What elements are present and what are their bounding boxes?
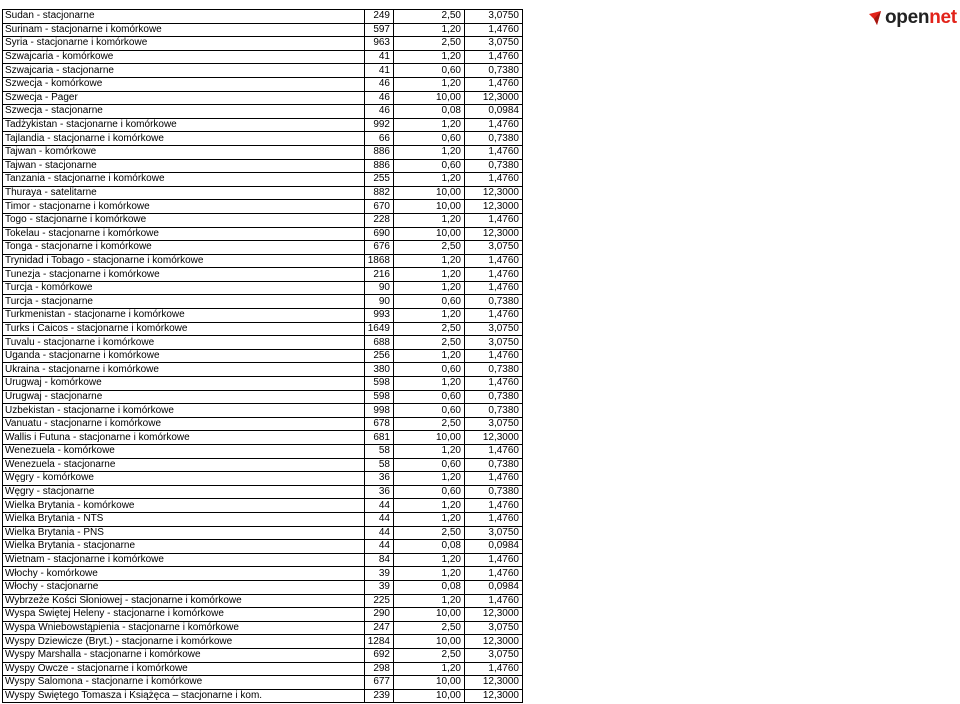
price-gross-cell: 1,4760	[465, 268, 523, 282]
destination-cell: Wielka Brytania - stacjonarne	[3, 540, 365, 554]
price-net-cell: 10,00	[394, 200, 465, 214]
table-row	[3, 458, 523, 472]
table-row	[3, 118, 523, 132]
destination-cell: Wyspy Dziewicze (Bryt.) - stacjonarne i komórkowe	[3, 635, 365, 649]
table-row	[3, 621, 523, 635]
price-net-cell: 0,60	[394, 363, 465, 377]
table-row	[3, 254, 523, 268]
table-row	[3, 295, 523, 309]
code-cell: 46	[365, 105, 394, 119]
price-net-cell: 0,60	[394, 64, 465, 78]
destination-cell: Wielka Brytania - PNS	[3, 526, 365, 540]
price-net-cell: 1,20	[394, 50, 465, 64]
price-net-cell: 1,20	[394, 254, 465, 268]
code-cell: 681	[365, 431, 394, 445]
price-gross-cell: 1,4760	[465, 499, 523, 513]
price-net-cell: 2,50	[394, 526, 465, 540]
price-gross-cell: 1,4760	[465, 173, 523, 187]
price-gross-cell: 3,0750	[465, 648, 523, 662]
destination-cell: Turks i Caicos - stacjonarne i komórkowe	[3, 322, 365, 336]
code-cell: 46	[365, 91, 394, 105]
code-cell: 58	[365, 445, 394, 459]
price-net-cell: 1,20	[394, 281, 465, 295]
destination-cell: Tunezja - stacjonarne i komórkowe	[3, 268, 365, 282]
table-row	[3, 23, 523, 37]
opennet-logo-icon	[868, 10, 882, 26]
price-gross-cell: 1,4760	[465, 50, 523, 64]
price-net-cell: 2,50	[394, 648, 465, 662]
price-gross-cell: 12,3000	[465, 227, 523, 241]
destination-cell: Wietnam - stacjonarne i komórkowe	[3, 553, 365, 567]
price-net-cell: 2,50	[394, 322, 465, 336]
price-net-cell: 2,50	[394, 621, 465, 635]
destination-cell: Ukraina - stacjonarne i komórkowe	[3, 363, 365, 377]
price-gross-cell: 3,0750	[465, 526, 523, 540]
code-cell: 882	[365, 186, 394, 200]
price-net-cell: 0,60	[394, 295, 465, 309]
price-gross-cell: 1,4760	[465, 254, 523, 268]
table-row	[3, 567, 523, 581]
price-gross-cell: 1,4760	[465, 512, 523, 526]
code-cell: 886	[365, 159, 394, 173]
destination-cell: Trynidad i Tobago - stacjonarne i komórkowe	[3, 254, 365, 268]
price-gross-cell: 12,3000	[465, 635, 523, 649]
price-gross-cell: 12,3000	[465, 676, 523, 690]
code-cell: 676	[365, 241, 394, 255]
destination-cell: Wenezuela - komórkowe	[3, 445, 365, 459]
price-gross-cell: 0,7380	[465, 458, 523, 472]
destination-cell: Turcja - stacjonarne	[3, 295, 365, 309]
price-gross-cell: 1,4760	[465, 445, 523, 459]
price-gross-cell: 12,3000	[465, 608, 523, 622]
logo-text-net: net	[929, 7, 957, 28]
price-gross-cell: 1,4760	[465, 662, 523, 676]
table-row	[3, 268, 523, 282]
code-cell: 597	[365, 23, 394, 37]
price-net-cell: 1,20	[394, 118, 465, 132]
price-net-cell: 1,20	[394, 145, 465, 159]
code-cell: 992	[365, 118, 394, 132]
price-net-cell: 10,00	[394, 227, 465, 241]
price-gross-cell: 3,0750	[465, 322, 523, 336]
price-net-cell: 1,20	[394, 553, 465, 567]
destination-cell: Wybrzeże Kości Słoniowej - stacjonarne i komórkowe	[3, 594, 365, 608]
destination-cell: Tajwan - komórkowe	[3, 145, 365, 159]
price-gross-cell: 1,4760	[465, 594, 523, 608]
destination-cell: Turkmenistan - stacjonarne i komórkowe	[3, 309, 365, 323]
price-gross-cell: 0,7380	[465, 363, 523, 377]
destination-cell: Timor - stacjonarne i komórkowe	[3, 200, 365, 214]
table-row	[3, 91, 523, 105]
table-row	[3, 349, 523, 363]
table-row	[3, 404, 523, 418]
code-cell: 993	[365, 309, 394, 323]
price-gross-cell: 0,7380	[465, 132, 523, 146]
table-row	[3, 105, 523, 119]
code-cell: 692	[365, 648, 394, 662]
price-gross-cell: 0,7380	[465, 159, 523, 173]
table-row	[3, 485, 523, 499]
price-net-cell: 1,20	[394, 349, 465, 363]
table-row	[3, 37, 523, 51]
destination-cell: Włochy - komórkowe	[3, 567, 365, 581]
price-net-cell: 10,00	[394, 676, 465, 690]
destination-cell: Urugwaj - komórkowe	[3, 377, 365, 391]
logo-wordmark	[885, 7, 957, 29]
price-gross-cell: 3,0750	[465, 37, 523, 51]
code-cell: 44	[365, 540, 394, 554]
destination-cell: Wyspy Owcze - stacjonarne i komórkowe	[3, 662, 365, 676]
destination-cell: Tajlandia - stacjonarne i komórkowe	[3, 132, 365, 146]
code-cell: 36	[365, 485, 394, 499]
price-gross-cell: 1,4760	[465, 567, 523, 581]
code-cell: 598	[365, 377, 394, 391]
destination-cell: Wyspy Marshalla - stacjonarne i komórkowe	[3, 648, 365, 662]
code-cell: 998	[365, 404, 394, 418]
table-row	[3, 594, 523, 608]
destination-cell: Wallis i Futuna - stacjonarne i komórkowe	[3, 431, 365, 445]
price-net-cell: 10,00	[394, 91, 465, 105]
table-row	[3, 526, 523, 540]
price-net-cell: 10,00	[394, 186, 465, 200]
code-cell: 598	[365, 390, 394, 404]
destination-cell: Urugwaj - stacjonarne	[3, 390, 365, 404]
destination-cell: Wyspy Salomona - stacjonarne i komórkowe	[3, 676, 365, 690]
price-net-cell: 2,50	[394, 417, 465, 431]
price-gross-cell: 0,0984	[465, 580, 523, 594]
code-cell: 44	[365, 499, 394, 513]
destination-cell: Tonga - stacjonarne i komórkowe	[3, 241, 365, 255]
price-net-cell: 10,00	[394, 635, 465, 649]
price-gross-cell: 1,4760	[465, 349, 523, 363]
price-net-cell: 1,20	[394, 472, 465, 486]
price-gross-cell: 0,0984	[465, 105, 523, 119]
code-cell: 1868	[365, 254, 394, 268]
table-row	[3, 676, 523, 690]
destination-cell: Wenezuela - stacjonarne	[3, 458, 365, 472]
code-cell: 239	[365, 689, 394, 703]
code-cell: 380	[365, 363, 394, 377]
table-row	[3, 499, 523, 513]
code-cell: 44	[365, 512, 394, 526]
price-gross-cell: 12,3000	[465, 431, 523, 445]
price-net-cell: 1,20	[394, 23, 465, 37]
table-row	[3, 431, 523, 445]
price-net-cell: 0,60	[394, 485, 465, 499]
price-gross-cell: 12,3000	[465, 186, 523, 200]
code-cell: 66	[365, 132, 394, 146]
code-cell: 247	[365, 621, 394, 635]
price-net-cell: 1,20	[394, 445, 465, 459]
price-net-cell: 1,20	[394, 213, 465, 227]
price-gross-cell: 1,4760	[465, 472, 523, 486]
table-row	[3, 512, 523, 526]
price-net-cell: 0,60	[394, 404, 465, 418]
table-row	[3, 540, 523, 554]
code-cell: 256	[365, 349, 394, 363]
code-cell: 39	[365, 567, 394, 581]
table-row	[3, 77, 523, 91]
destination-cell: Turcja - komórkowe	[3, 281, 365, 295]
price-gross-cell: 1,4760	[465, 23, 523, 37]
table-row	[3, 213, 523, 227]
price-gross-cell: 1,4760	[465, 377, 523, 391]
destination-cell: Tokelau - stacjonarne i komórkowe	[3, 227, 365, 241]
price-gross-cell: 12,3000	[465, 689, 523, 703]
price-gross-cell: 1,4760	[465, 77, 523, 91]
price-gross-cell: 0,7380	[465, 390, 523, 404]
price-net-cell: 0,60	[394, 458, 465, 472]
code-cell: 678	[365, 417, 394, 431]
price-net-cell: 0,60	[394, 390, 465, 404]
price-net-cell: 1,20	[394, 268, 465, 282]
destination-cell: Surinam - stacjonarne i komórkowe	[3, 23, 365, 37]
price-net-cell: 1,20	[394, 377, 465, 391]
price-net-cell: 0,60	[394, 132, 465, 146]
code-cell: 677	[365, 676, 394, 690]
destination-cell: Uzbekistan - stacjonarne i komórkowe	[3, 404, 365, 418]
table-row	[3, 132, 523, 146]
destination-cell: Sudan - stacjonarne	[3, 10, 365, 24]
table-row	[3, 281, 523, 295]
code-cell: 225	[365, 594, 394, 608]
price-net-cell: 0,08	[394, 540, 465, 554]
price-net-cell: 1,20	[394, 499, 465, 513]
destination-cell: Togo - stacjonarne i komórkowe	[3, 213, 365, 227]
code-cell: 228	[365, 213, 394, 227]
price-net-cell: 1,20	[394, 173, 465, 187]
code-cell: 249	[365, 10, 394, 24]
code-cell: 690	[365, 227, 394, 241]
price-gross-cell: 3,0750	[465, 241, 523, 255]
price-net-cell: 2,50	[394, 336, 465, 350]
destination-cell: Wielka Brytania - komórkowe	[3, 499, 365, 513]
destination-cell: Włochy - stacjonarne	[3, 580, 365, 594]
price-gross-cell: 1,4760	[465, 145, 523, 159]
price-gross-cell: 0,7380	[465, 64, 523, 78]
price-gross-cell: 3,0750	[465, 336, 523, 350]
table-row	[3, 445, 523, 459]
destination-cell: Szwecja - Pager	[3, 91, 365, 105]
price-gross-cell: 1,4760	[465, 553, 523, 567]
price-net-cell: 10,00	[394, 431, 465, 445]
table-row	[3, 417, 523, 431]
destination-cell: Wyspy Świętego Tomasza i Książęca – stacjonarne i kom.	[3, 689, 365, 703]
table-row	[3, 689, 523, 703]
table-row	[3, 635, 523, 649]
table-row	[3, 322, 523, 336]
code-cell: 41	[365, 50, 394, 64]
table-row	[3, 309, 523, 323]
destination-cell: Thuraya - satelitarne	[3, 186, 365, 200]
price-gross-cell: 1,4760	[465, 281, 523, 295]
table-row	[3, 241, 523, 255]
table-row	[3, 377, 523, 391]
destination-cell: Tajwan - stacjonarne	[3, 159, 365, 173]
price-gross-cell: 1,4760	[465, 118, 523, 132]
price-net-cell: 1,20	[394, 77, 465, 91]
code-cell: 963	[365, 37, 394, 51]
price-net-cell: 2,50	[394, 241, 465, 255]
table-row	[3, 390, 523, 404]
destination-cell: Syria - stacjonarne i komórkowe	[3, 37, 365, 51]
table-row	[3, 50, 523, 64]
destination-cell: Tuvalu - stacjonarne i komórkowe	[3, 336, 365, 350]
destination-cell: Szwecja - stacjonarne	[3, 105, 365, 119]
destination-cell: Wyspa Świętej Heleny - stacjonarne i komórkowe	[3, 608, 365, 622]
code-cell: 298	[365, 662, 394, 676]
code-cell: 670	[365, 200, 394, 214]
price-gross-cell: 12,3000	[465, 91, 523, 105]
destination-cell: Szwajcaria - komórkowe	[3, 50, 365, 64]
price-gross-cell: 0,7380	[465, 404, 523, 418]
destination-cell: Węgry - stacjonarne	[3, 485, 365, 499]
code-cell: 58	[365, 458, 394, 472]
price-gross-cell: 3,0750	[465, 621, 523, 635]
logo-text-open: open	[885, 7, 930, 28]
code-cell: 90	[365, 281, 394, 295]
code-cell: 886	[365, 145, 394, 159]
code-cell: 36	[365, 472, 394, 486]
price-gross-cell: 3,0750	[465, 10, 523, 24]
price-gross-cell: 0,7380	[465, 295, 523, 309]
destination-cell: Uganda - stacjonarne i komórkowe	[3, 349, 365, 363]
destination-cell: Wielka Brytania - NTS	[3, 512, 365, 526]
price-net-cell: 2,50	[394, 10, 465, 24]
rate-table-body	[3, 10, 523, 703]
price-net-cell: 1,20	[394, 309, 465, 323]
price-gross-cell: 0,0984	[465, 540, 523, 554]
destination-cell: Szwecja - komórkowe	[3, 77, 365, 91]
table-row	[3, 608, 523, 622]
destination-cell: Wyspa Wniebowstąpienia - stacjonarne i komórkowe	[3, 621, 365, 635]
table-row	[3, 200, 523, 214]
table-row	[3, 580, 523, 594]
code-cell: 84	[365, 553, 394, 567]
table-row	[3, 662, 523, 676]
price-net-cell: 0,08	[394, 580, 465, 594]
price-net-cell: 1,20	[394, 594, 465, 608]
code-cell: 46	[365, 77, 394, 91]
price-net-cell: 2,50	[394, 37, 465, 51]
price-gross-cell: 0,7380	[465, 485, 523, 499]
destination-cell: Tanzania - stacjonarne i komórkowe	[3, 173, 365, 187]
code-cell: 688	[365, 336, 394, 350]
table-row	[3, 145, 523, 159]
price-net-cell: 10,00	[394, 608, 465, 622]
destination-cell: Szwajcaria - stacjonarne	[3, 64, 365, 78]
price-gross-cell: 3,0750	[465, 417, 523, 431]
table-row	[3, 363, 523, 377]
rate-table	[2, 9, 523, 703]
table-row	[3, 186, 523, 200]
price-gross-cell: 1,4760	[465, 213, 523, 227]
price-net-cell: 0,08	[394, 105, 465, 119]
code-cell: 90	[365, 295, 394, 309]
table-row	[3, 648, 523, 662]
price-net-cell: 0,60	[394, 159, 465, 173]
destination-cell: Vanuatu - stacjonarne i komórkowe	[3, 417, 365, 431]
opennet-logo	[868, 7, 957, 29]
table-row	[3, 159, 523, 173]
table-row	[3, 64, 523, 78]
code-cell: 41	[365, 64, 394, 78]
table-row	[3, 10, 523, 24]
table-row	[3, 472, 523, 486]
code-cell: 1284	[365, 635, 394, 649]
price-net-cell: 10,00	[394, 689, 465, 703]
code-cell: 290	[365, 608, 394, 622]
table-row	[3, 173, 523, 187]
price-net-cell: 1,20	[394, 512, 465, 526]
code-cell: 216	[365, 268, 394, 282]
destination-cell: Tadżykistan - stacjonarne i komórkowe	[3, 118, 365, 132]
code-cell: 44	[365, 526, 394, 540]
table-row	[3, 227, 523, 241]
code-cell: 255	[365, 173, 394, 187]
destination-cell: Węgry - komórkowe	[3, 472, 365, 486]
code-cell: 39	[365, 580, 394, 594]
price-gross-cell: 12,3000	[465, 200, 523, 214]
code-cell: 1649	[365, 322, 394, 336]
table-row	[3, 336, 523, 350]
table-row	[3, 553, 523, 567]
price-net-cell: 1,20	[394, 662, 465, 676]
price-net-cell: 1,20	[394, 567, 465, 581]
price-gross-cell: 1,4760	[465, 309, 523, 323]
